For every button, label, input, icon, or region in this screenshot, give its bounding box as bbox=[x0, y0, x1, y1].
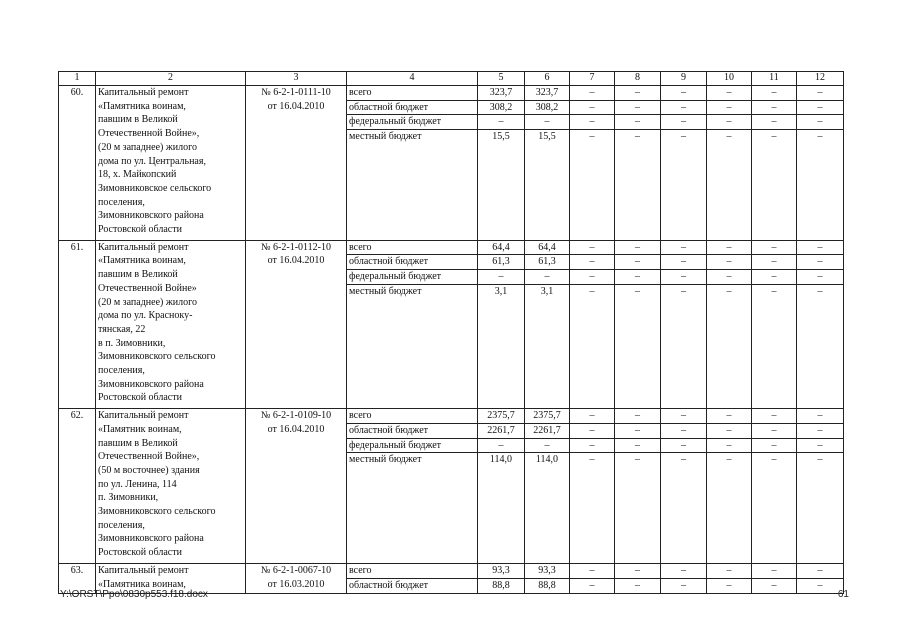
amount-cell: – bbox=[615, 453, 661, 564]
funding-source: местный бюджет bbox=[347, 453, 478, 564]
amount-cell: – bbox=[707, 270, 752, 285]
amount-cell: – bbox=[707, 100, 752, 115]
amount-cell: 15,5 bbox=[525, 130, 570, 241]
amount-cell: – bbox=[615, 438, 661, 453]
object-name bbox=[96, 409, 246, 564]
amount-cell: – bbox=[797, 86, 844, 101]
budget-table bbox=[58, 71, 844, 594]
object-name-line: дома по ул. Центральная, bbox=[98, 155, 206, 167]
amount-cell: – bbox=[797, 115, 844, 130]
amount-cell: 93,3 bbox=[525, 563, 570, 578]
amount-cell: 64,4 bbox=[525, 240, 570, 255]
object-name-line: Капитальный ремонт bbox=[98, 410, 189, 422]
object-name-line: в п. Зимовники, bbox=[98, 337, 166, 349]
document-reference bbox=[246, 240, 347, 408]
object-name bbox=[96, 240, 246, 408]
amount-cell: – bbox=[615, 270, 661, 285]
amount-cell: – bbox=[615, 255, 661, 270]
amount-cell: – bbox=[661, 130, 707, 241]
amount-cell: – bbox=[661, 563, 707, 578]
amount-cell: – bbox=[707, 409, 752, 424]
document-reference bbox=[246, 563, 347, 593]
amount-cell: – bbox=[615, 115, 661, 130]
amount-cell: – bbox=[707, 86, 752, 101]
document-reference-line: № 6-2-1-0067-10 bbox=[260, 564, 332, 576]
amount-cell: – bbox=[570, 423, 615, 438]
amount-cell: – bbox=[752, 240, 797, 255]
amount-cell: 308,2 bbox=[478, 100, 525, 115]
amount-cell: – bbox=[752, 563, 797, 578]
amount-cell: – bbox=[570, 578, 615, 593]
object-name-line: «Памятник воинам, bbox=[98, 423, 182, 435]
column-header: 1 bbox=[59, 72, 96, 86]
amount-cell: – bbox=[752, 86, 797, 101]
object-name-line: дома по ул. Красноку- bbox=[98, 310, 193, 322]
object-name-line: поселения, bbox=[98, 365, 145, 377]
amount-cell: – bbox=[661, 578, 707, 593]
funding-source: местный бюджет bbox=[347, 284, 478, 408]
amount-cell: – bbox=[661, 284, 707, 408]
document-reference-line: № 6-2-1-0112-10 bbox=[261, 241, 331, 253]
amount-cell: – bbox=[707, 578, 752, 593]
amount-cell: – bbox=[570, 284, 615, 408]
amount-cell: – bbox=[797, 438, 844, 453]
document-reference bbox=[246, 86, 347, 241]
amount-cell: – bbox=[707, 240, 752, 255]
column-header: 3 bbox=[246, 72, 347, 86]
amount-cell: – bbox=[707, 563, 752, 578]
amount-cell: – bbox=[752, 115, 797, 130]
object-name-line: Зимовниковского сельского bbox=[98, 351, 216, 363]
amount-cell: 2375,7 bbox=[525, 409, 570, 424]
amount-cell: – bbox=[797, 423, 844, 438]
amount-cell: 323,7 bbox=[525, 86, 570, 101]
amount-cell: – bbox=[661, 115, 707, 130]
amount-cell: – bbox=[752, 255, 797, 270]
object-name-line: Зимовниковского района bbox=[98, 210, 204, 222]
amount-cell: – bbox=[661, 409, 707, 424]
amount-cell: 2261,7 bbox=[525, 423, 570, 438]
amount-cell: – bbox=[570, 255, 615, 270]
document-reference-line: № 6-2-1-0109-10 bbox=[260, 410, 332, 422]
column-header: 9 bbox=[661, 72, 707, 86]
object-name-line: Зимовниковское сельского bbox=[98, 182, 212, 194]
amount-cell: – bbox=[478, 438, 525, 453]
amount-cell: – bbox=[570, 130, 615, 241]
funding-source: федеральный бюджет bbox=[347, 270, 478, 285]
amount-cell: – bbox=[752, 100, 797, 115]
funding-source: областной бюджет bbox=[347, 423, 478, 438]
column-header: 4 bbox=[347, 72, 478, 86]
object-name-line: (50 м восточнее) здания bbox=[98, 464, 200, 476]
amount-cell: – bbox=[570, 270, 615, 285]
object-name-line: Ростовской области bbox=[98, 224, 182, 236]
amount-cell: – bbox=[707, 115, 752, 130]
object-name-line: Ростовской области bbox=[98, 392, 182, 404]
document-reference-line: № 6-2-1-0111-10 bbox=[261, 87, 331, 98]
amount-cell: 88,8 bbox=[525, 578, 570, 593]
amount-cell: – bbox=[661, 270, 707, 285]
amount-cell: – bbox=[752, 409, 797, 424]
amount-cell: – bbox=[797, 270, 844, 285]
object-name-line: павшим в Великой bbox=[98, 437, 178, 449]
amount-cell: 15,5 bbox=[478, 130, 525, 241]
amount-cell: – bbox=[797, 409, 844, 424]
row-number: 62. bbox=[59, 409, 96, 564]
column-header: 8 bbox=[615, 72, 661, 86]
amount-cell: 2375,7 bbox=[478, 409, 525, 424]
footer-file-path: Y:\ORST\Ppo\0830p553.f18.docx bbox=[60, 589, 208, 600]
amount-cell: – bbox=[707, 438, 752, 453]
amount-cell: – bbox=[797, 284, 844, 408]
amount-cell: 64,4 bbox=[478, 240, 525, 255]
document-reference-line: от 16.03.2010 bbox=[267, 578, 325, 590]
funding-source: всего bbox=[347, 409, 478, 424]
amount-cell: 114,0 bbox=[478, 453, 525, 564]
amount-cell: – bbox=[707, 130, 752, 241]
amount-cell: – bbox=[752, 438, 797, 453]
object-name-line: Капитальный ремонт bbox=[98, 87, 189, 98]
object-name-line: Зимовниковского сельского bbox=[98, 506, 216, 518]
object-name-line: «Памятника воинам, bbox=[98, 578, 186, 590]
object-name-line: по ул. Ленина, 114 bbox=[98, 478, 177, 490]
document-reference-line: от 16.04.2010 bbox=[267, 423, 325, 435]
amount-cell: – bbox=[570, 115, 615, 130]
amount-cell: – bbox=[661, 240, 707, 255]
row-number: 63. bbox=[59, 563, 96, 593]
amount-cell: – bbox=[797, 130, 844, 241]
amount-cell: – bbox=[797, 578, 844, 593]
amount-cell: – bbox=[797, 563, 844, 578]
object-name-line: тянская, 22 bbox=[98, 323, 146, 335]
amount-cell: – bbox=[615, 100, 661, 115]
document-reference-line: от 16.04.2010 bbox=[267, 100, 325, 112]
funding-source: всего bbox=[347, 86, 478, 101]
amount-cell: – bbox=[797, 240, 844, 255]
funding-source: местный бюджет bbox=[347, 130, 478, 241]
amount-cell: – bbox=[615, 423, 661, 438]
table-row bbox=[59, 240, 844, 255]
amount-cell: 61,3 bbox=[478, 255, 525, 270]
object-name-line: п. Зимовники, bbox=[98, 492, 159, 504]
funding-source: областной бюджет bbox=[347, 578, 478, 593]
row-number: 61. bbox=[59, 240, 96, 408]
amount-cell: – bbox=[707, 255, 752, 270]
table-row bbox=[59, 563, 844, 578]
amount-cell: – bbox=[752, 284, 797, 408]
amount-cell: – bbox=[478, 115, 525, 130]
amount-cell: – bbox=[570, 438, 615, 453]
amount-cell: – bbox=[570, 240, 615, 255]
footer-page-number: 61 bbox=[837, 589, 849, 600]
document-reference-line: от 16.04.2010 bbox=[267, 255, 325, 267]
object-name-line: 18, х. Майкопский bbox=[98, 169, 177, 181]
object-name-line: Капитальный ремонт bbox=[98, 241, 189, 253]
amount-cell: – bbox=[478, 270, 525, 285]
column-header: 2 bbox=[96, 72, 246, 86]
amount-cell: – bbox=[615, 409, 661, 424]
object-name-line: павшим в Великой bbox=[98, 114, 178, 126]
amount-cell: – bbox=[615, 130, 661, 241]
amount-cell: 88,8 bbox=[478, 578, 525, 593]
amount-cell: – bbox=[615, 240, 661, 255]
object-name-line: (20 м западнее) жилого bbox=[98, 141, 197, 153]
amount-cell: – bbox=[570, 453, 615, 564]
amount-cell: 114,0 bbox=[525, 453, 570, 564]
amount-cell: – bbox=[570, 563, 615, 578]
amount-cell: – bbox=[661, 86, 707, 101]
funding-source: областной бюджет bbox=[347, 255, 478, 270]
amount-cell: – bbox=[615, 284, 661, 408]
document-reference bbox=[246, 409, 347, 564]
amount-cell: 2261,7 bbox=[478, 423, 525, 438]
object-name-line: Отечественной Войне» bbox=[98, 282, 197, 294]
column-header: 7 bbox=[570, 72, 615, 86]
row-number: 60. bbox=[59, 86, 96, 241]
amount-cell: – bbox=[797, 453, 844, 564]
funding-source: областной бюджет bbox=[347, 100, 478, 115]
funding-source: всего bbox=[347, 563, 478, 578]
amount-cell: 323,7 bbox=[478, 86, 525, 101]
amount-cell: – bbox=[752, 453, 797, 564]
amount-cell: 308,2 bbox=[525, 100, 570, 115]
object-name-line: павшим в Великой bbox=[98, 269, 178, 281]
amount-cell: 3,1 bbox=[525, 284, 570, 408]
amount-cell: – bbox=[615, 578, 661, 593]
amount-cell: – bbox=[615, 563, 661, 578]
object-name-line: Отечественной Войне», bbox=[98, 128, 200, 140]
amount-cell: – bbox=[525, 438, 570, 453]
amount-cell: – bbox=[752, 423, 797, 438]
amount-cell: – bbox=[797, 100, 844, 115]
amount-cell: 3,1 bbox=[478, 284, 525, 408]
column-header: 5 bbox=[478, 72, 525, 86]
amount-cell: – bbox=[661, 423, 707, 438]
amount-cell: – bbox=[752, 270, 797, 285]
object-name-line: Ростовской области bbox=[98, 547, 182, 559]
amount-cell: – bbox=[661, 453, 707, 564]
amount-cell: – bbox=[525, 115, 570, 130]
object-name-line: Зимовниковского района bbox=[98, 533, 204, 545]
amount-cell: – bbox=[570, 409, 615, 424]
funding-source: всего bbox=[347, 240, 478, 255]
amount-cell: – bbox=[707, 284, 752, 408]
object-name-line: поселения, bbox=[98, 519, 145, 531]
amount-cell: – bbox=[570, 100, 615, 115]
table-row bbox=[59, 409, 844, 424]
amount-cell: – bbox=[661, 100, 707, 115]
object-name bbox=[96, 86, 246, 241]
object-name-line: (20 м западнее) жилого bbox=[98, 296, 197, 308]
object-name-line: Зимовниковского района bbox=[98, 378, 204, 390]
amount-cell: – bbox=[525, 270, 570, 285]
amount-cell: – bbox=[752, 130, 797, 241]
amount-cell: – bbox=[570, 86, 615, 101]
column-header: 12 bbox=[797, 72, 844, 86]
object-name-line: поселения, bbox=[98, 196, 145, 208]
amount-cell: – bbox=[661, 438, 707, 453]
amount-cell: – bbox=[661, 255, 707, 270]
amount-cell: – bbox=[615, 86, 661, 101]
amount-cell: – bbox=[752, 578, 797, 593]
amount-cell: 61,3 bbox=[525, 255, 570, 270]
column-header: 6 bbox=[525, 72, 570, 86]
header-row bbox=[59, 72, 844, 86]
object-name-line: Капитальный ремонт bbox=[98, 564, 189, 576]
column-header: 10 bbox=[707, 72, 752, 86]
object-name-line: «Памятника воинам, bbox=[98, 100, 186, 112]
amount-cell: – bbox=[707, 423, 752, 438]
object-name-line: Отечественной Войне», bbox=[98, 451, 200, 463]
table-row bbox=[59, 86, 844, 101]
amount-cell: 93,3 bbox=[478, 563, 525, 578]
column-header: 11 bbox=[752, 72, 797, 86]
funding-source: федеральный бюджет bbox=[347, 115, 478, 130]
amount-cell: – bbox=[707, 453, 752, 564]
funding-source: федеральный бюджет bbox=[347, 438, 478, 453]
amount-cell: – bbox=[797, 255, 844, 270]
object-name-line: «Памятника воинам, bbox=[98, 255, 186, 267]
